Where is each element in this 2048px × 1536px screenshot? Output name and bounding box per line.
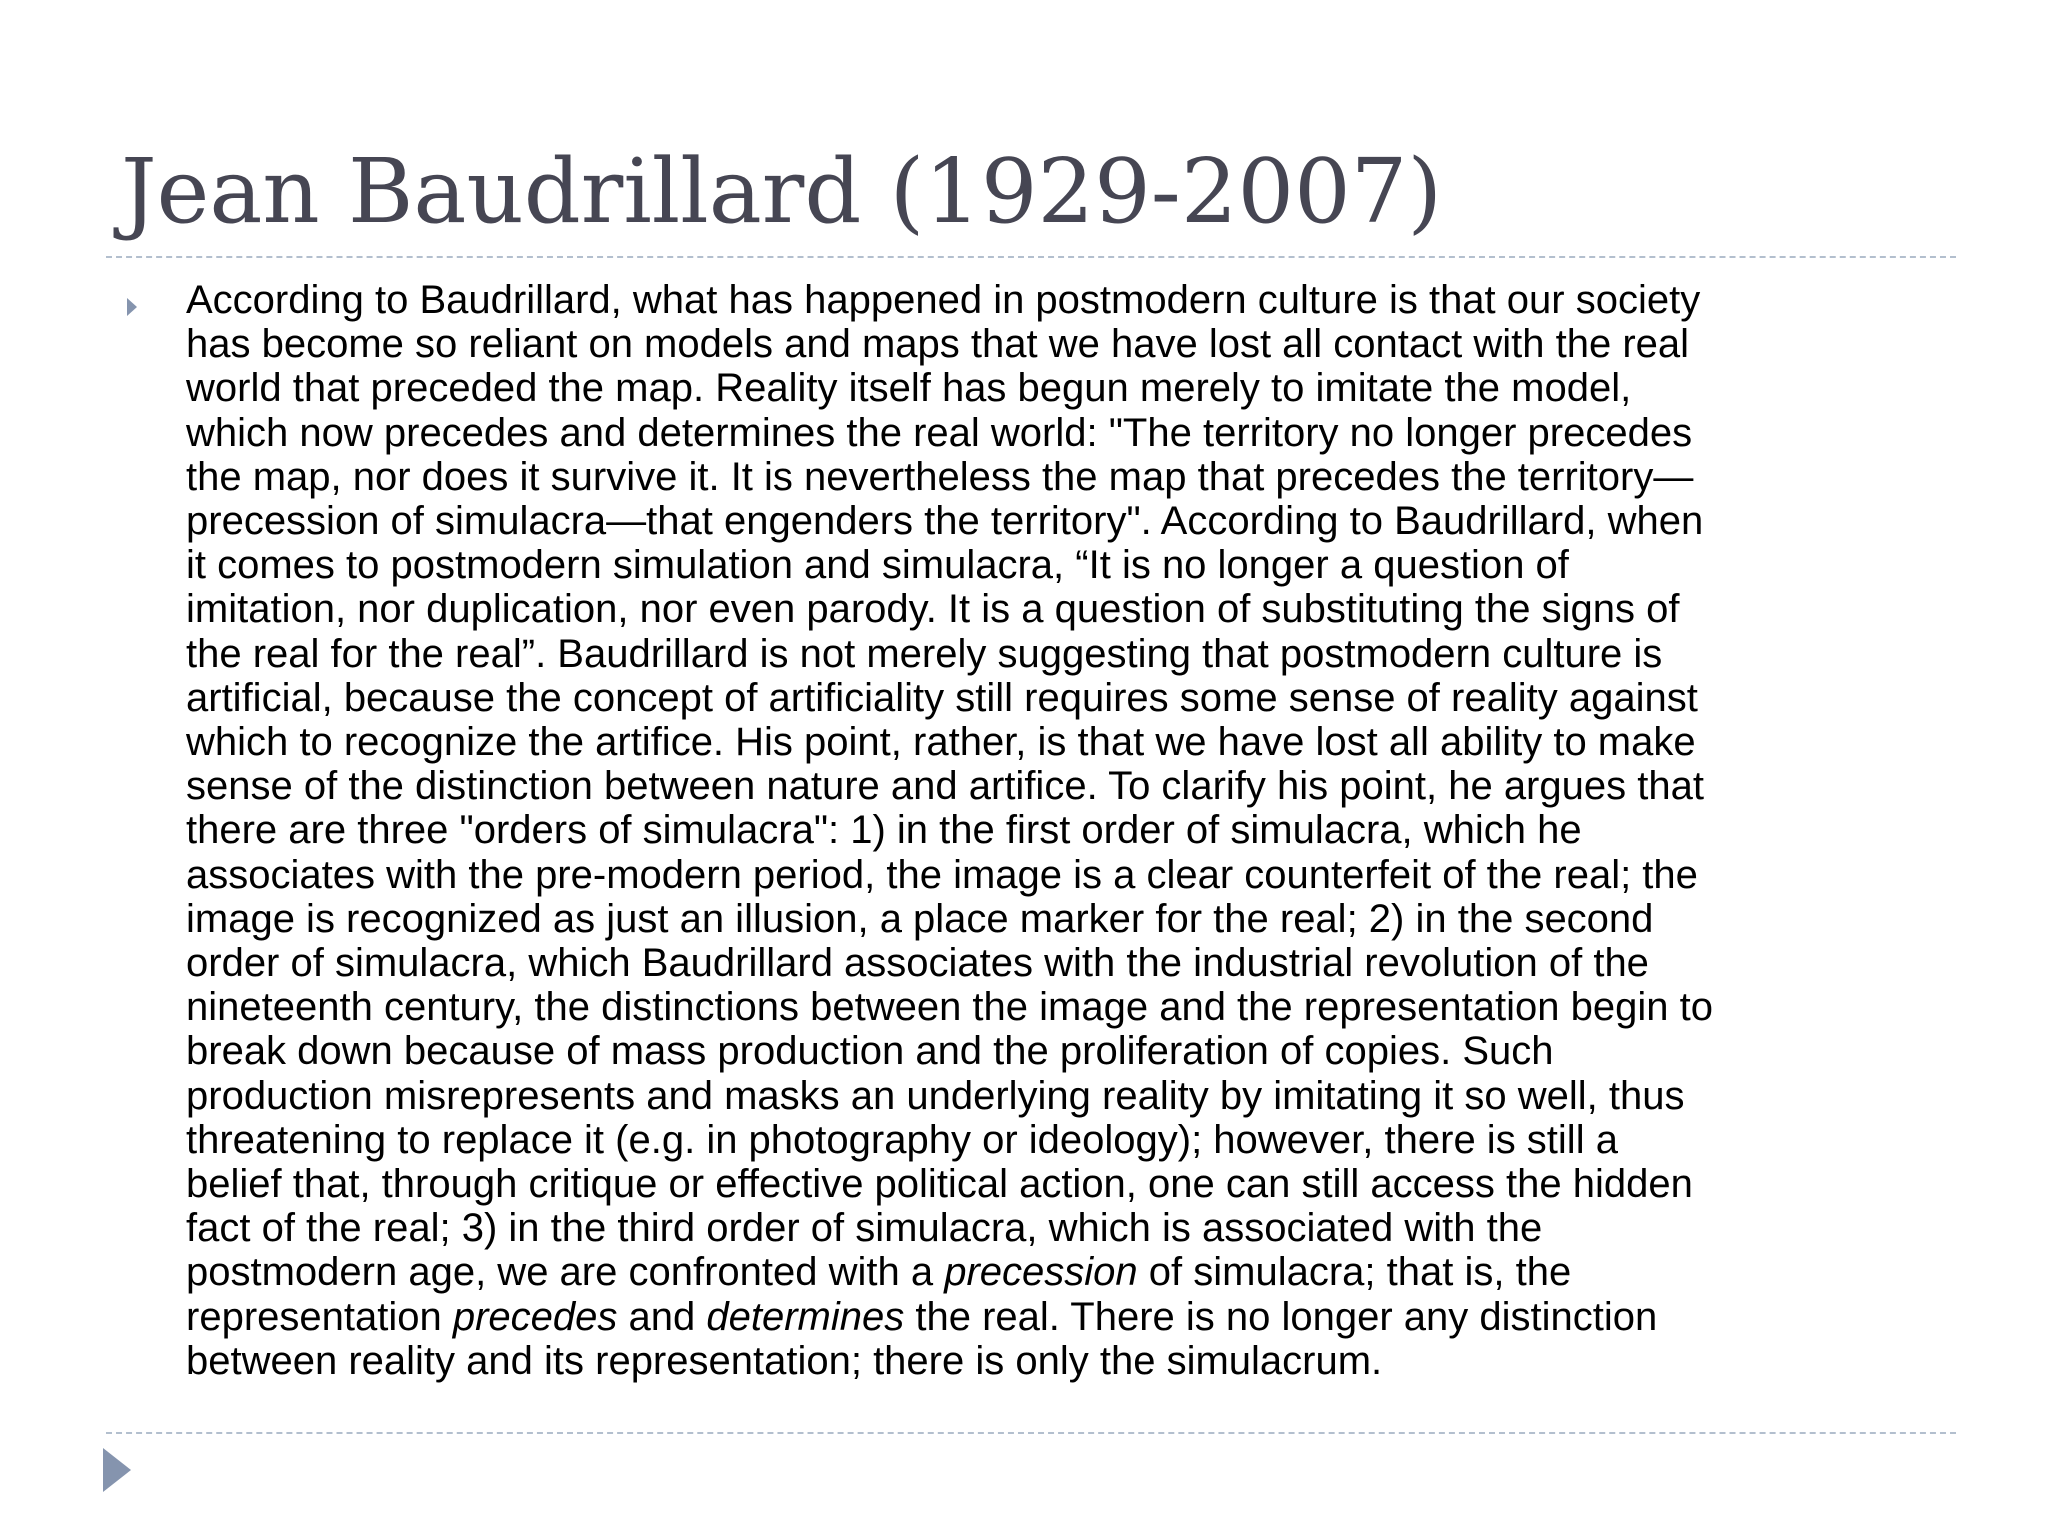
emphasis-precession: precession [944, 1250, 1138, 1295]
body-text-segment: postmodern age, we are confronted with a [186, 1250, 945, 1295]
body-line: has become so reliant on models and maps that we have lost all contact with the real [186, 322, 1690, 367]
emphasis-precedes: precedes [452, 1294, 618, 1339]
body-line: image is recognized as just an illusion, a place marker for the real; 2) in the second [186, 896, 1654, 941]
body-line: associates with the pre-modern period, the image is a clear counterfeit of the real; the [186, 852, 1698, 897]
slide-title: Jean Baudrillard (1929-2007) [121, 139, 1443, 243]
body-line: there are three "orders of simulacra": 1) in the first order of simulacra, which he [186, 808, 1582, 853]
body-line: fact of the real; 3) in the third order of simulacra, which is associated with the [186, 1206, 1543, 1251]
body-line: the real for the real”. Baudrillard is not merely suggesting that postmodern culture is [186, 631, 1663, 676]
body-text-segment: of simulacra; that is, the [1137, 1250, 1572, 1295]
body-line: precession of simulacra—that engenders the territory". According to Baudrillard, when [186, 499, 1704, 544]
body-line [186, 1295, 1956, 1339]
body-line: artificial, because the concept of artificiality still requires some sense of reality against [186, 675, 1698, 720]
body-line: production misrepresents and masks an underlying reality by imitating it so well, thus [186, 1073, 1685, 1118]
body-paragraph [186, 278, 1956, 1383]
title-divider [106, 256, 1956, 258]
body-line: world that preceded the map. Reality itself has begun merely to imitate the model, [186, 366, 1632, 411]
body-line: imitation, nor duplication, nor even parody. It is a question of substituting the signs of [186, 587, 1680, 632]
play-triangle-icon[interactable] [103, 1448, 131, 1492]
body-line: nineteenth century, the distinctions between the image and the representation begin to [186, 985, 1713, 1030]
body-line: According to Baudrillard, what has happened in postmodern culture is that our society [186, 278, 1701, 322]
body-line: which to recognize the artifice. His point, rather, is that we have lost all ability to make [186, 720, 1696, 765]
body-text-segment: representation [186, 1294, 453, 1339]
body-line: which now precedes and determines the real world: "The territory no longer precedes [186, 410, 1693, 455]
body-line: between reality and its representation; there is only the simulacrum. [186, 1338, 1383, 1383]
body-line: the map, nor does it survive it. It is nevertheless the map that precedes the territory— [186, 454, 1694, 499]
triangle-bullet-icon [127, 298, 137, 316]
body-line: belief that, through critique or effective political action, one can still access the hidden [186, 1162, 1693, 1207]
body-text-segment: and [617, 1294, 707, 1339]
footer-divider [106, 1432, 1956, 1434]
body-line: break down because of mass production and the proliferation of copies. Such [186, 1029, 1554, 1074]
body-line: order of simulacra, which Baudrillard associates with the industrial revolution of the [186, 941, 1649, 986]
body-line: threatening to replace it (e.g. in photography or ideology); however, there is still a [186, 1117, 1618, 1162]
body-text-segment: the real. There is no longer any distinction [904, 1294, 1658, 1339]
body-line [186, 1250, 1956, 1294]
body-line: sense of the distinction between nature and artifice. To clarify his point, he argues that [186, 764, 1704, 809]
emphasis-determines: determines [706, 1294, 905, 1339]
body-line: it comes to postmodern simulation and simulacra, “It is no longer a question of [186, 543, 1569, 588]
